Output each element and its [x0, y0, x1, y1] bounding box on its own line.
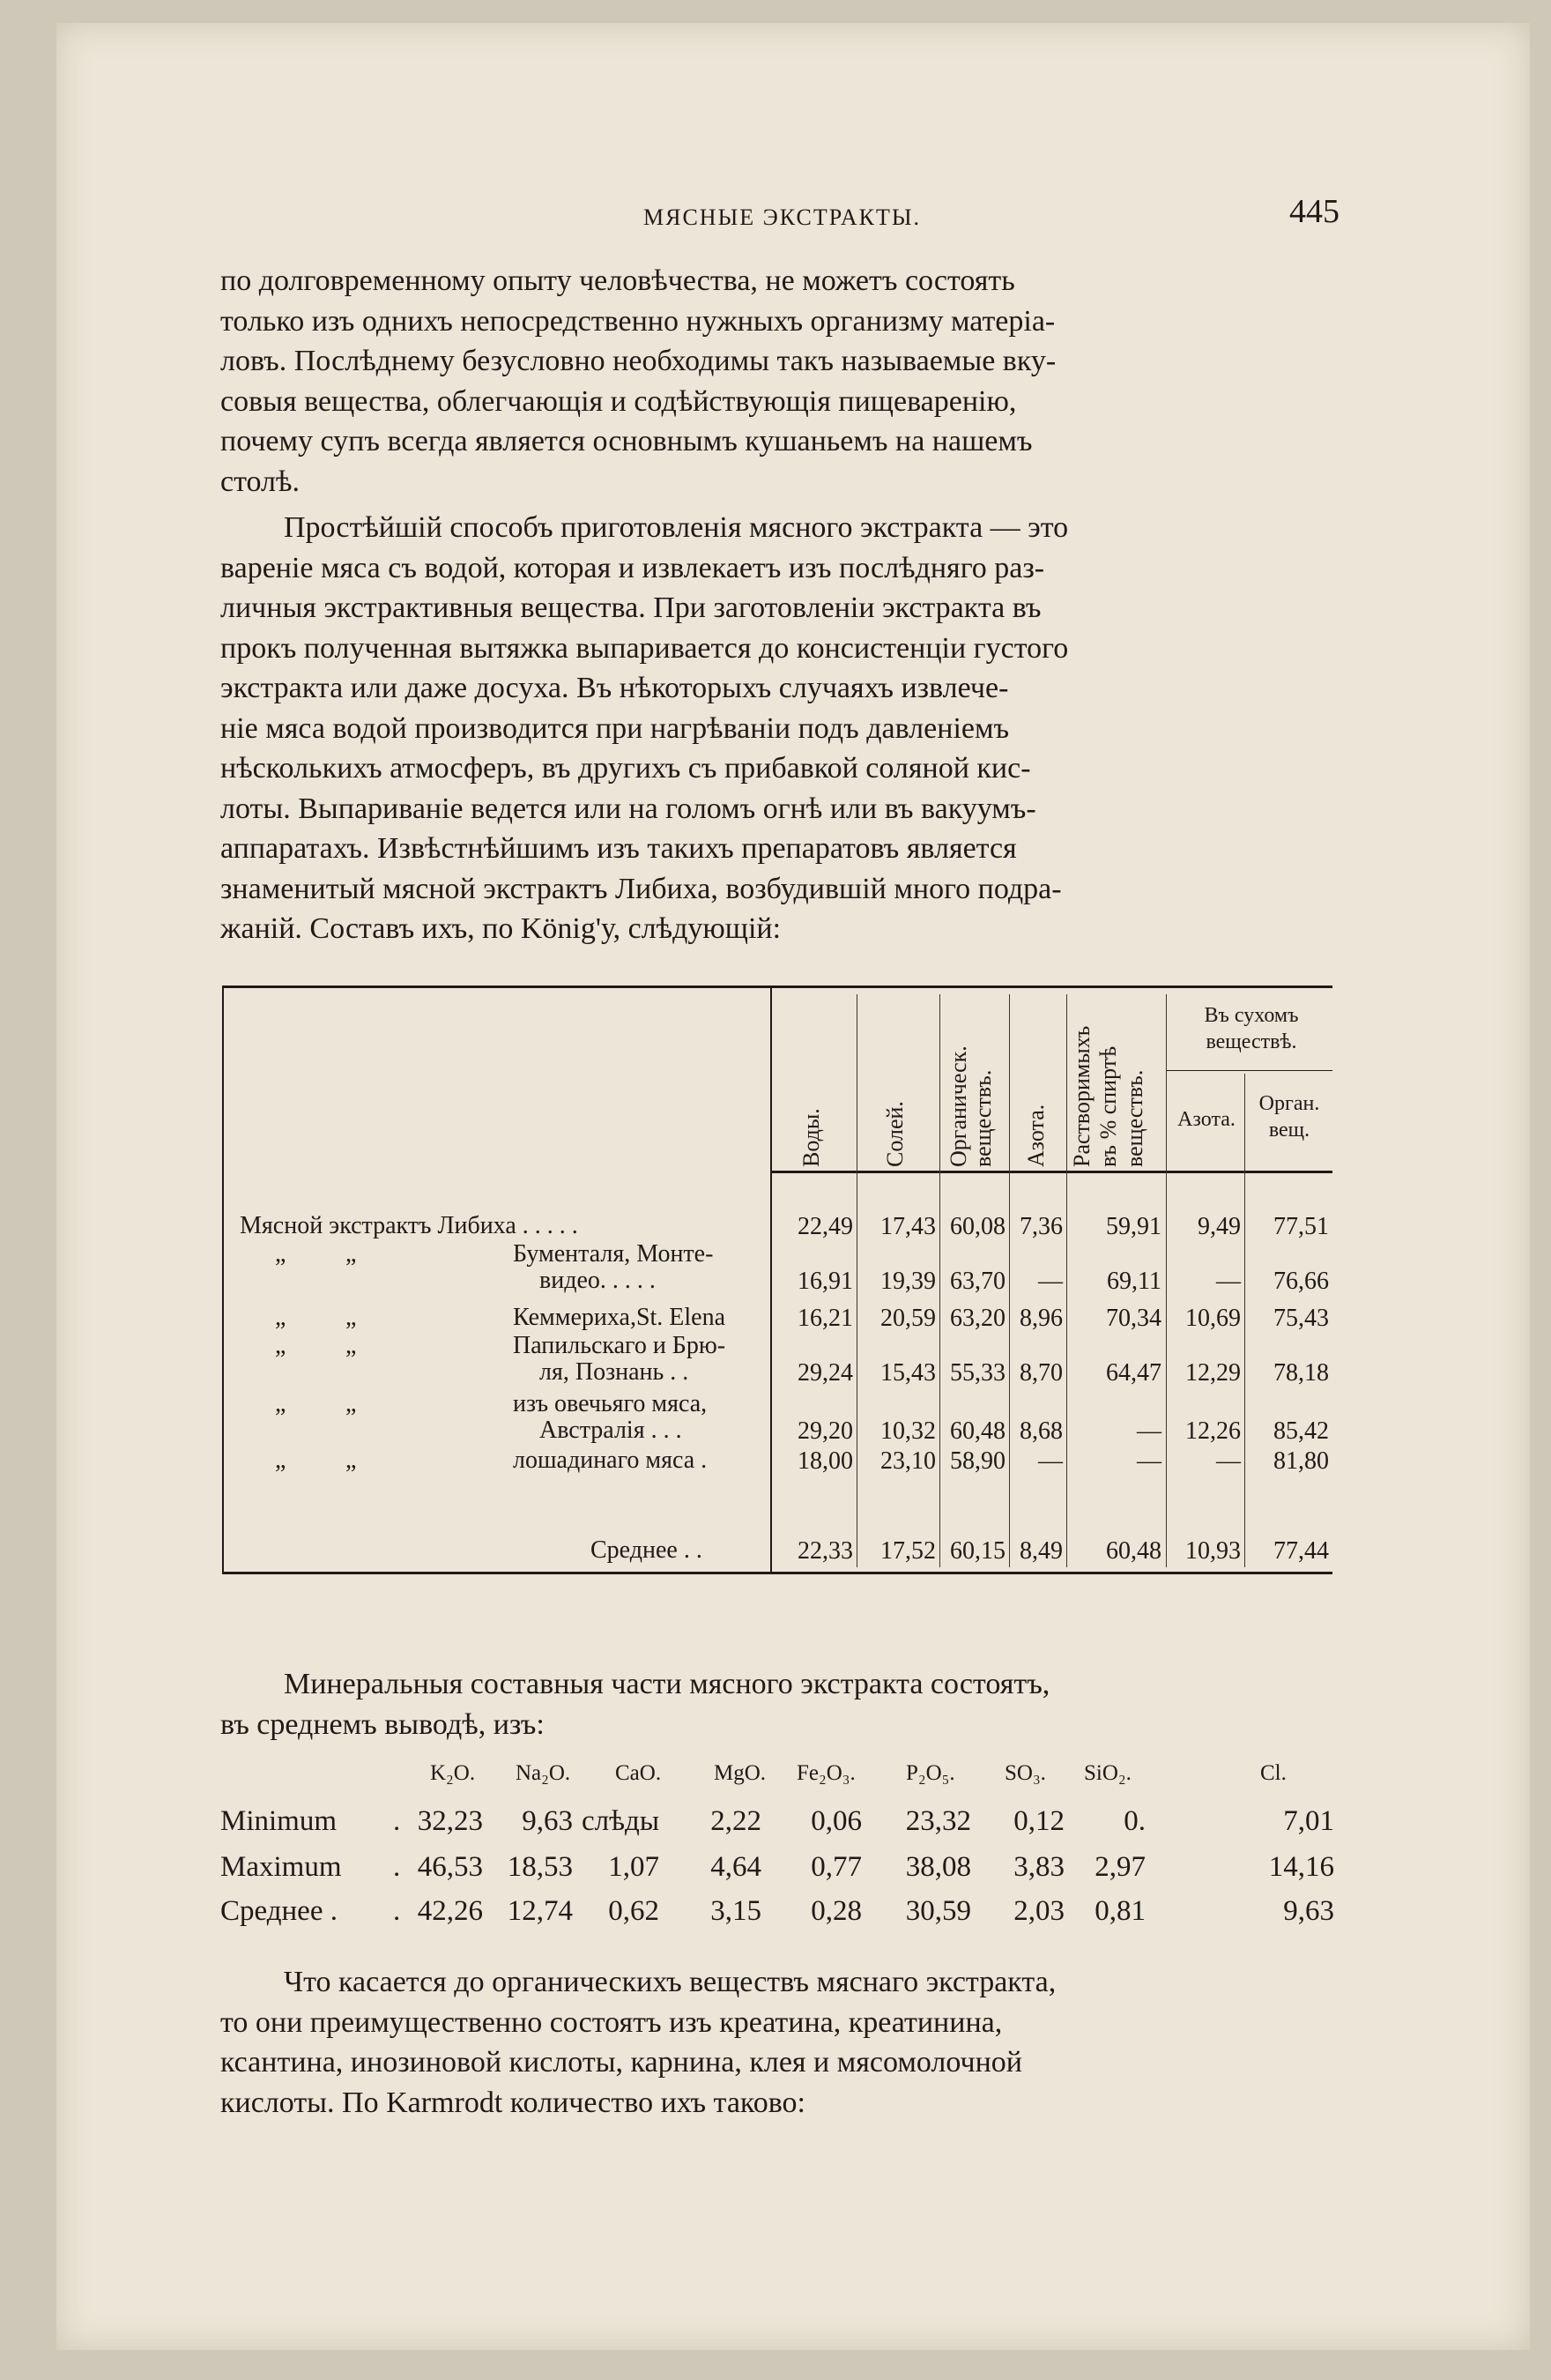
table-cell: 75,43 — [1273, 1305, 1329, 1332]
table-cell: — — [1038, 1268, 1063, 1295]
table-cell: 23,10 — [880, 1447, 936, 1475]
text-line: аппаратахъ. Извѣстнѣйшимъ изъ такихъ препаратовъ является — [220, 832, 1017, 865]
table-cell: 29,20 — [798, 1417, 853, 1445]
ditto-mark: „ — [345, 1332, 357, 1359]
text-line: Минеральныя составныя части мясного экстракта состоятъ, — [284, 1668, 1050, 1700]
table-cell: 70,34 — [1106, 1305, 1161, 1332]
mineral-cell: 23,32 — [905, 1805, 971, 1837]
mineral-cell: 18,53 — [507, 1851, 573, 1883]
header-dry-1: Въ сухомъ — [1204, 1004, 1299, 1027]
table-bottom-rule — [222, 1572, 1332, 1574]
table-cell: 19,39 — [880, 1268, 936, 1295]
table-cell: 10,69 — [1185, 1305, 1241, 1332]
text-line: жаній. Составъ ихъ, по König'у, слѣдующій: — [220, 912, 782, 945]
mineral-cell: 0,62 — [608, 1895, 659, 1927]
text-line: ніе мяса водой производится при нагрѣваніи подъ давленіемъ — [220, 711, 1010, 745]
mineral-header: Fe₂O₃. — [797, 1761, 856, 1785]
table-cell: 12,26 — [1185, 1417, 1241, 1445]
running-title: МЯСНЫЕ ЭКСТРАКТЫ. — [643, 205, 922, 230]
mean-cell: 10,93 — [1185, 1537, 1241, 1565]
table-cell: 7,36 — [1020, 1213, 1063, 1240]
table-cell: — — [1137, 1417, 1161, 1445]
mineral-cell: 38,08 — [905, 1851, 971, 1883]
mineral-cell: 3,15 — [710, 1895, 761, 1927]
mineral-cell: 0,77 — [811, 1851, 862, 1883]
paragraph-2 — [220, 508, 1340, 949]
table-cell: 69,11 — [1107, 1268, 1161, 1295]
table-cell: — — [1216, 1268, 1241, 1295]
mineral-cell: 2,97 — [1095, 1851, 1146, 1883]
mean-cell: 22,33 — [798, 1537, 853, 1565]
table-cell: 12,29 — [1185, 1359, 1241, 1387]
mineral-header: CaO. — [615, 1761, 662, 1785]
row-label-text: Бументаля, Монте- — [513, 1240, 714, 1268]
mineral-row-label: Minimum — [220, 1805, 338, 1837]
table-cell: 60,08 — [950, 1213, 1006, 1240]
mean-cell: 8,49 — [1020, 1537, 1063, 1565]
mineral-cell: 0,28 — [811, 1895, 862, 1927]
left-border — [222, 985, 224, 1574]
table-top-rule — [222, 985, 1332, 988]
mineral-row-label: Maximum — [220, 1851, 342, 1883]
header-nitrogen: Азота. — [1023, 1104, 1049, 1167]
table-cell: 10,32 — [880, 1417, 936, 1445]
text-line: столѣ. — [220, 465, 300, 498]
table-cell: 77,51 — [1273, 1213, 1329, 1240]
mineral-header: Na₂O. — [516, 1761, 571, 1785]
col-rule — [1066, 994, 1067, 1567]
mineral-cell: 42,26 — [417, 1895, 483, 1927]
ditto-mark: „ — [275, 1447, 286, 1474]
table-cell: 55,33 — [950, 1359, 1006, 1387]
table-cell: 18,00 — [798, 1447, 853, 1475]
table-cell: 8,70 — [1020, 1359, 1063, 1387]
text-line: знаменитый мясной экстрактъ Либиха, возбудившій много подра- — [220, 872, 1062, 905]
ditto-mark: „ — [275, 1390, 286, 1417]
mineral-cell: 9,63 — [522, 1805, 573, 1837]
text-line: только изъ однихъ непосредственно нужныхъ организму матеріа- — [220, 304, 1056, 338]
group-rule — [1167, 1070, 1332, 1071]
table-cell: 59,91 — [1106, 1213, 1161, 1240]
text-line: ловъ. Послѣднему безусловно необходимы такъ называемые вку- — [220, 345, 1057, 377]
text-line: то они преимущественно состоятъ изъ креатина, креатинина, — [220, 2005, 1003, 2039]
mean-cell: 60,15 — [950, 1537, 1006, 1565]
row-label-text: лошадинаго мяса . — [513, 1447, 708, 1474]
mineral-header: SO₃. — [1005, 1761, 1046, 1785]
table-cell: 58,90 — [950, 1447, 1006, 1475]
table-cell: 76,66 — [1273, 1268, 1329, 1295]
mineral-cell: 9,63 — [1283, 1895, 1334, 1927]
row-label-text: Кеммериха,St. Elena — [513, 1304, 726, 1331]
mean-cell: 77,44 — [1273, 1537, 1329, 1565]
mineral-cell: 2,03 — [1013, 1895, 1065, 1927]
text-line: нѣсколькихъ атмосферъ, въ другихъ съ прибавкой соляной кис- — [220, 752, 1031, 785]
mineral-cell: 2,22 — [710, 1805, 761, 1837]
col-rule — [1244, 1074, 1245, 1567]
table-cell: — — [1137, 1447, 1161, 1475]
ditto-mark: „ — [345, 1447, 357, 1474]
mineral-cell: 1,07 — [608, 1851, 659, 1883]
text-line: въ среднемъ выводѣ, изъ: — [220, 1707, 545, 1741]
header-soluble-3: веществъ. — [1122, 1069, 1147, 1167]
text-line: лоты. Выпариваніе ведется или на голомъ огнѣ или въ вакуумъ- — [220, 792, 1036, 825]
table-cell: 63,70 — [950, 1268, 1006, 1295]
header-salts: Солей. — [882, 1101, 908, 1167]
mineral-cell: слѣды — [582, 1805, 659, 1837]
text-line: вареніе мяса съ водой, которая и извлекаетъ изъ послѣдняго раз- — [220, 551, 1045, 584]
mineral-cell: 30,59 — [905, 1895, 971, 1927]
header-dry-organic-1: Орган. — [1258, 1092, 1320, 1115]
text-line: прокъ полученная вытяжка выпаривается до консистенціи густого — [220, 631, 1069, 665]
col-rule — [1166, 994, 1167, 1567]
page-number: 445 — [1289, 193, 1340, 230]
text-line: личныя экстрактивныя вещества. При заготовленіи экстракта въ — [220, 591, 1042, 624]
ditto-mark: „ — [345, 1304, 357, 1331]
col-rule — [939, 994, 940, 1567]
row-label-text: ля, Познань . . — [539, 1358, 689, 1386]
composition-table — [222, 985, 1332, 1574]
mineral-header: Cl. — [1260, 1761, 1287, 1785]
header-organic-2: веществъ. — [970, 1069, 996, 1167]
row-label-text: Среднее . . — [590, 1536, 702, 1564]
text-line: по долговременному опыту человѣчества, не можетъ состоять — [220, 264, 1015, 297]
mineral-cell: 12,74 — [507, 1895, 573, 1927]
col-rule — [1009, 994, 1010, 1567]
text-line: почему супъ всегда является основнымъ кушаньемъ на нашемъ — [220, 425, 1033, 457]
table-cell: 29,24 — [798, 1359, 853, 1387]
table-cell: 85,42 — [1273, 1417, 1329, 1445]
paragraph-1 — [220, 261, 1340, 502]
table-cell: 81,80 — [1273, 1447, 1329, 1475]
table-cell: 16,21 — [798, 1305, 853, 1332]
mineral-header: P₂O₅. — [906, 1761, 955, 1785]
mineral-cell: 0,06 — [811, 1805, 862, 1837]
table-cell: 60,48 — [950, 1417, 1006, 1445]
mineral-cell: 14,16 — [1268, 1851, 1334, 1883]
table-cell: 9,49 — [1198, 1213, 1241, 1240]
header-soluble-2: въ % спиртѣ — [1095, 1045, 1121, 1167]
mineral-header: MgO. — [714, 1761, 767, 1785]
mean-cell: 17,52 — [880, 1537, 936, 1565]
mineral-cell: 0,12 — [1013, 1805, 1065, 1837]
row-label-text: изъ овечьяго мяса, — [513, 1390, 708, 1417]
mean-cell: 60,48 — [1106, 1537, 1161, 1565]
mineral-row-label: Среднее . — [220, 1895, 338, 1927]
mineral-cell: 32,23 — [417, 1805, 483, 1837]
mineral-cell: 4,64 — [710, 1851, 761, 1883]
table-cell: — — [1038, 1447, 1063, 1475]
text-line: экстракта или даже досуха. Въ нѣкоторыхъ случаяхъ извлече- — [220, 672, 1009, 704]
leader-dots: . — [393, 1895, 401, 1927]
header-dry-nitrogen: Азота. — [1177, 1108, 1236, 1131]
row-label-text: Мясной экстрактъ Либиха . . . . . — [240, 1212, 578, 1239]
table-cell: 15,43 — [880, 1359, 936, 1387]
paragraph-4 — [220, 1962, 1340, 2123]
ditto-mark: „ — [275, 1240, 286, 1268]
table-cell: 8,96 — [1020, 1305, 1063, 1332]
mineral-cell: 0,81 — [1095, 1895, 1146, 1927]
mineral-cell: 7,01 — [1283, 1805, 1334, 1837]
table-cell: 16,91 — [798, 1268, 853, 1295]
paragraph-3 — [220, 1664, 1340, 1744]
table-cell: 63,20 — [950, 1305, 1006, 1332]
text-line: Простѣйшій способъ приготовленія мясного экстракта — это — [284, 511, 1069, 544]
header-dry-2: веществѣ. — [1206, 1030, 1297, 1053]
header-dry-organic-2: вещ. — [1268, 1119, 1310, 1142]
table-cell: 22,49 — [798, 1213, 853, 1240]
text-line: совыя вещества, облегчающія и содѣйствующія пищеваренію, — [220, 384, 1017, 418]
mineral-header: K₂O. — [430, 1761, 476, 1785]
row-label-text: видео. . . . . — [539, 1267, 656, 1294]
text-line: кислоты. По Karmrodt количество ихъ таково: — [220, 2086, 805, 2119]
table-cell: 20,59 — [880, 1305, 936, 1332]
header-water: Воды. — [798, 1108, 824, 1167]
mineral-cell: 0. — [1124, 1805, 1146, 1837]
ditto-mark: „ — [345, 1390, 357, 1417]
text-line: ксантина, инозиновой кислоты, карнина, клея и мясомолочной — [220, 2046, 1022, 2079]
leader-dots: . — [393, 1805, 401, 1837]
mineral-header: SiO₂. — [1084, 1761, 1132, 1785]
mineral-cell: 46,53 — [417, 1851, 483, 1883]
header-soluble-1: Растворимыхъ — [1069, 1025, 1095, 1167]
row-label-text: Австралія . . . — [539, 1417, 682, 1444]
ditto-mark: „ — [275, 1304, 286, 1331]
table-cell: 8,68 — [1020, 1417, 1063, 1445]
mineral-table — [220, 1761, 1340, 1937]
row-label-text: Папильскаго и Брю- — [513, 1332, 726, 1359]
running-header — [220, 192, 1340, 236]
leader-dots: . — [393, 1851, 401, 1883]
table-cell: — — [1216, 1447, 1241, 1475]
table-cell: 17,43 — [880, 1213, 936, 1240]
header-organic-1: Органическ. — [946, 1045, 971, 1167]
ditto-mark: „ — [345, 1240, 357, 1268]
label-divider — [770, 985, 772, 1574]
table-cell: 64,47 — [1106, 1359, 1161, 1387]
ditto-mark: „ — [275, 1332, 286, 1359]
text-line: Что касается до органическихъ веществъ мяснаго экстракта, — [284, 1966, 1057, 1998]
mineral-cell: 3,83 — [1013, 1851, 1065, 1883]
table-cell: 78,18 — [1273, 1359, 1329, 1387]
